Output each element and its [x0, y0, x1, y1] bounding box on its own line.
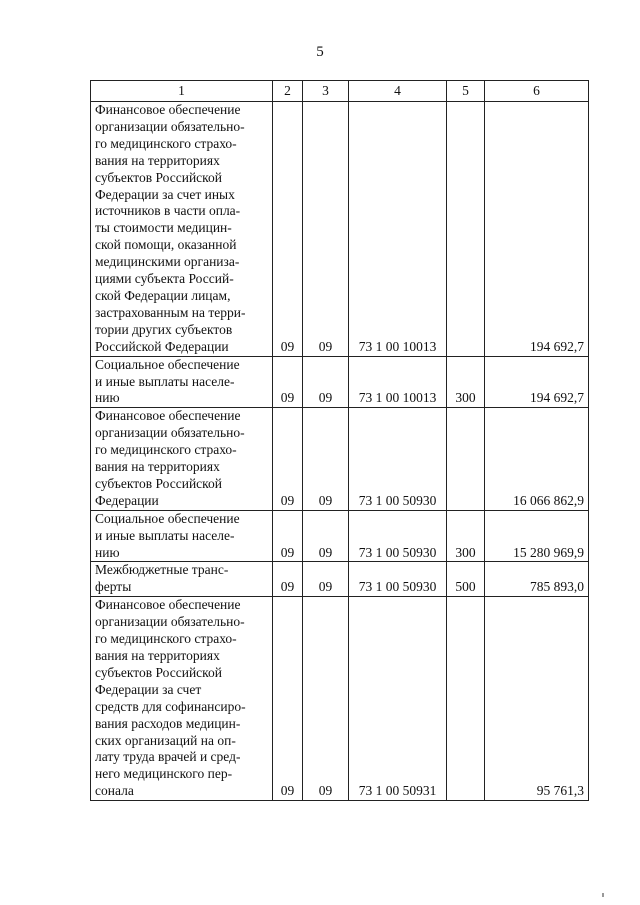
row-expense-type: 500 [447, 562, 485, 597]
description-line: ты стоимости медицин- [95, 220, 232, 236]
row-subsection-code: 09 [303, 562, 349, 597]
table-row [91, 408, 589, 510]
row-section-code: 09 [273, 510, 303, 562]
description-line: субъектов Российской [95, 475, 223, 491]
header-col-1: 1 [91, 81, 273, 102]
description-line: го медицинского страхо- [95, 135, 237, 151]
table-row [91, 102, 589, 357]
row-amount: 95 761,3 [485, 597, 589, 801]
header-col-5: 5 [447, 81, 485, 102]
description-line: организации обязательно- [95, 118, 245, 134]
description-line: го медицинского страхо- [95, 631, 237, 647]
table-row [91, 510, 589, 562]
row-description [91, 408, 273, 510]
description-line: Социальное обеспечение [95, 510, 240, 526]
budget-table [90, 80, 589, 801]
description-line: Федерации [95, 492, 159, 508]
row-amount: 194 692,7 [485, 102, 589, 357]
row-target-article: 73 1 00 50930 [349, 562, 447, 597]
description-line: застрахованным на терри- [95, 304, 246, 320]
description-line: него медицинского пер- [95, 766, 233, 782]
row-subsection-code: 09 [303, 597, 349, 801]
row-subsection-code: 09 [303, 356, 349, 408]
row-amount: 785 893,0 [485, 562, 589, 597]
description-line: Федерации за счет иных [95, 186, 235, 202]
row-target-article: 73 1 00 50930 [349, 408, 447, 510]
description-line: Финансовое обеспечение [95, 597, 241, 613]
description-line: Федерации за счет [95, 681, 202, 697]
description-line: ских организаций на оп- [95, 732, 236, 748]
row-section-code: 09 [273, 102, 303, 357]
description-line: и иные выплаты населе- [95, 373, 235, 389]
row-description [91, 597, 273, 801]
header-col-6: 6 [485, 81, 589, 102]
description-line: вания на территориях [95, 648, 220, 663]
description-line: вания на территориях [95, 459, 220, 475]
row-section-code: 09 [273, 562, 303, 597]
description-line: субъектов Российской [95, 169, 223, 185]
description-line: средств для софинансиро- [95, 698, 246, 714]
row-expense-type [447, 102, 485, 357]
row-section-code: 09 [273, 408, 303, 510]
row-amount: 194 692,7 [485, 356, 589, 408]
scan-mark [602, 893, 604, 897]
header-col-2: 2 [273, 81, 303, 102]
description-line: циями субъекта Россий- [95, 271, 234, 287]
description-line: лату труда врачей и сред- [95, 749, 241, 765]
description-line: вания расходов медицин- [95, 715, 241, 731]
description-line: тории других субъектов [95, 321, 233, 337]
table-row [91, 597, 589, 801]
row-description [91, 356, 273, 408]
row-expense-type: 300 [447, 510, 485, 562]
row-target-article: 73 1 00 50930 [349, 510, 447, 562]
description-line: субъектов Российской [95, 664, 223, 680]
row-description [91, 510, 273, 562]
description-line: медицинскими организа- [95, 254, 240, 270]
table-row [91, 356, 589, 408]
row-expense-type [447, 597, 485, 801]
header-col-4: 4 [349, 81, 447, 102]
description-line: организации обязательно- [95, 425, 245, 441]
description-line: вания на территориях [95, 152, 220, 168]
description-line: Социальное обеспечение [95, 356, 240, 372]
description-line: ской помощи, оказанной [95, 237, 237, 253]
row-target-article: 73 1 00 10013 [349, 102, 447, 357]
table-row [91, 562, 589, 597]
description-line: источников в части опла- [95, 203, 241, 219]
description-line: ской Федерации лицам, [95, 287, 231, 303]
description-line: Межбюджетные транс- [95, 562, 229, 578]
row-target-article: 73 1 00 50931 [349, 597, 447, 801]
row-amount: 16 066 862,9 [485, 408, 589, 510]
row-target-article: 73 1 00 10013 [349, 356, 447, 408]
description-line: Российской Федерации [95, 338, 229, 354]
description-line: нию [95, 390, 120, 406]
row-section-code: 09 [273, 597, 303, 801]
row-section-code: 09 [273, 356, 303, 408]
description-line: Финансовое обеспечение [95, 408, 241, 424]
table-header-row [91, 81, 589, 102]
description-line: и иные выплаты населе- [95, 527, 235, 543]
row-description [91, 562, 273, 597]
row-amount: 15 280 969,9 [485, 510, 589, 562]
header-col-3: 3 [303, 81, 349, 102]
description-line: го медицинского страхо- [95, 442, 237, 458]
description-line: сонала [95, 783, 134, 799]
description-line: организации обязательно- [95, 614, 245, 630]
row-expense-type [447, 408, 485, 510]
row-expense-type: 300 [447, 356, 485, 408]
page-number: 5 [316, 44, 324, 60]
description-line: Финансовое обеспечение [95, 102, 241, 117]
row-subsection-code: 09 [303, 510, 349, 562]
row-subsection-code: 09 [303, 408, 349, 510]
row-description [91, 102, 273, 357]
description-line: нию [95, 544, 120, 560]
description-line: ферты [95, 579, 132, 595]
row-subsection-code: 09 [303, 102, 349, 357]
